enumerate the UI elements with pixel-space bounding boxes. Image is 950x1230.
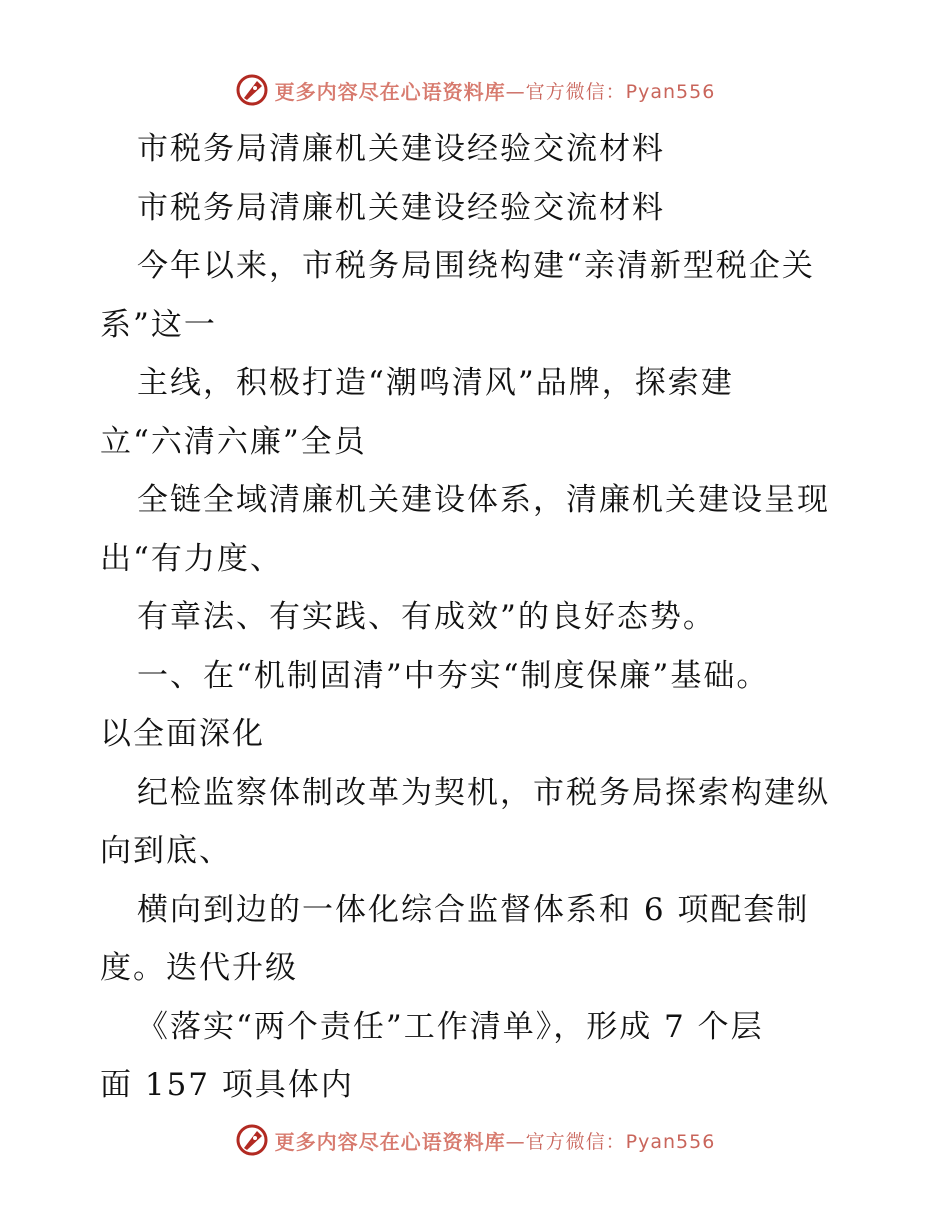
- text-line: 度。迭代升级: [100, 950, 298, 986]
- text-line: 市税务局清廉机关建设经验交流材料: [137, 131, 665, 167]
- text-line: 全链全域清廉机关建设体系，清廉机关建设呈现: [137, 482, 830, 518]
- text-line: 以全面深化: [100, 716, 265, 752]
- text-line: 横向到边的一体化综合监督体系和 6 项配套制: [137, 891, 810, 928]
- watermark-sub-text: —官方微信：Pyan556: [505, 80, 716, 103]
- watermark-main-text: 更多内容尽在心语资料库: [274, 79, 506, 104]
- text-line: 出“有力度、: [100, 540, 283, 577]
- text-line: 纪检监察体制改革为契机，市税务局探索构建纵: [137, 774, 830, 811]
- pen-nib-logo-icon: [235, 73, 269, 107]
- text-line: 面 157 项具体内: [100, 1067, 354, 1103]
- text-line: 立“六清六廉”全员: [100, 423, 367, 460]
- text-line: 市税务局清廉机关建设经验交流材料: [137, 189, 665, 226]
- text-line: 一、在“机制固清”中夯实“制度保廉”基础。: [137, 657, 770, 694]
- text-line: 今年以来，市税务局围绕构建“亲清新型税企关: [137, 248, 815, 284]
- text-line: 有章法、有实践、有成效”的良好态势。: [137, 599, 716, 635]
- watermark-sub-text: —官方微信：Pyan556: [505, 1130, 716, 1153]
- text-line: 向到底、: [100, 833, 232, 869]
- watermark-banner-top: [0, 70, 950, 110]
- text-line: 主线，积极打造“潮鸣清风”品牌，探索建: [137, 365, 734, 401]
- pen-nib-logo-icon: [235, 1123, 269, 1157]
- document-body: [100, 120, 860, 1115]
- text-line: 系”这一: [100, 306, 217, 343]
- watermark-main-text: 更多内容尽在心语资料库: [274, 1129, 506, 1154]
- watermark-banner-bottom: [0, 1120, 950, 1160]
- text-line: 《落实“两个责任”工作清单》，形成 7 个层: [137, 1008, 764, 1045]
